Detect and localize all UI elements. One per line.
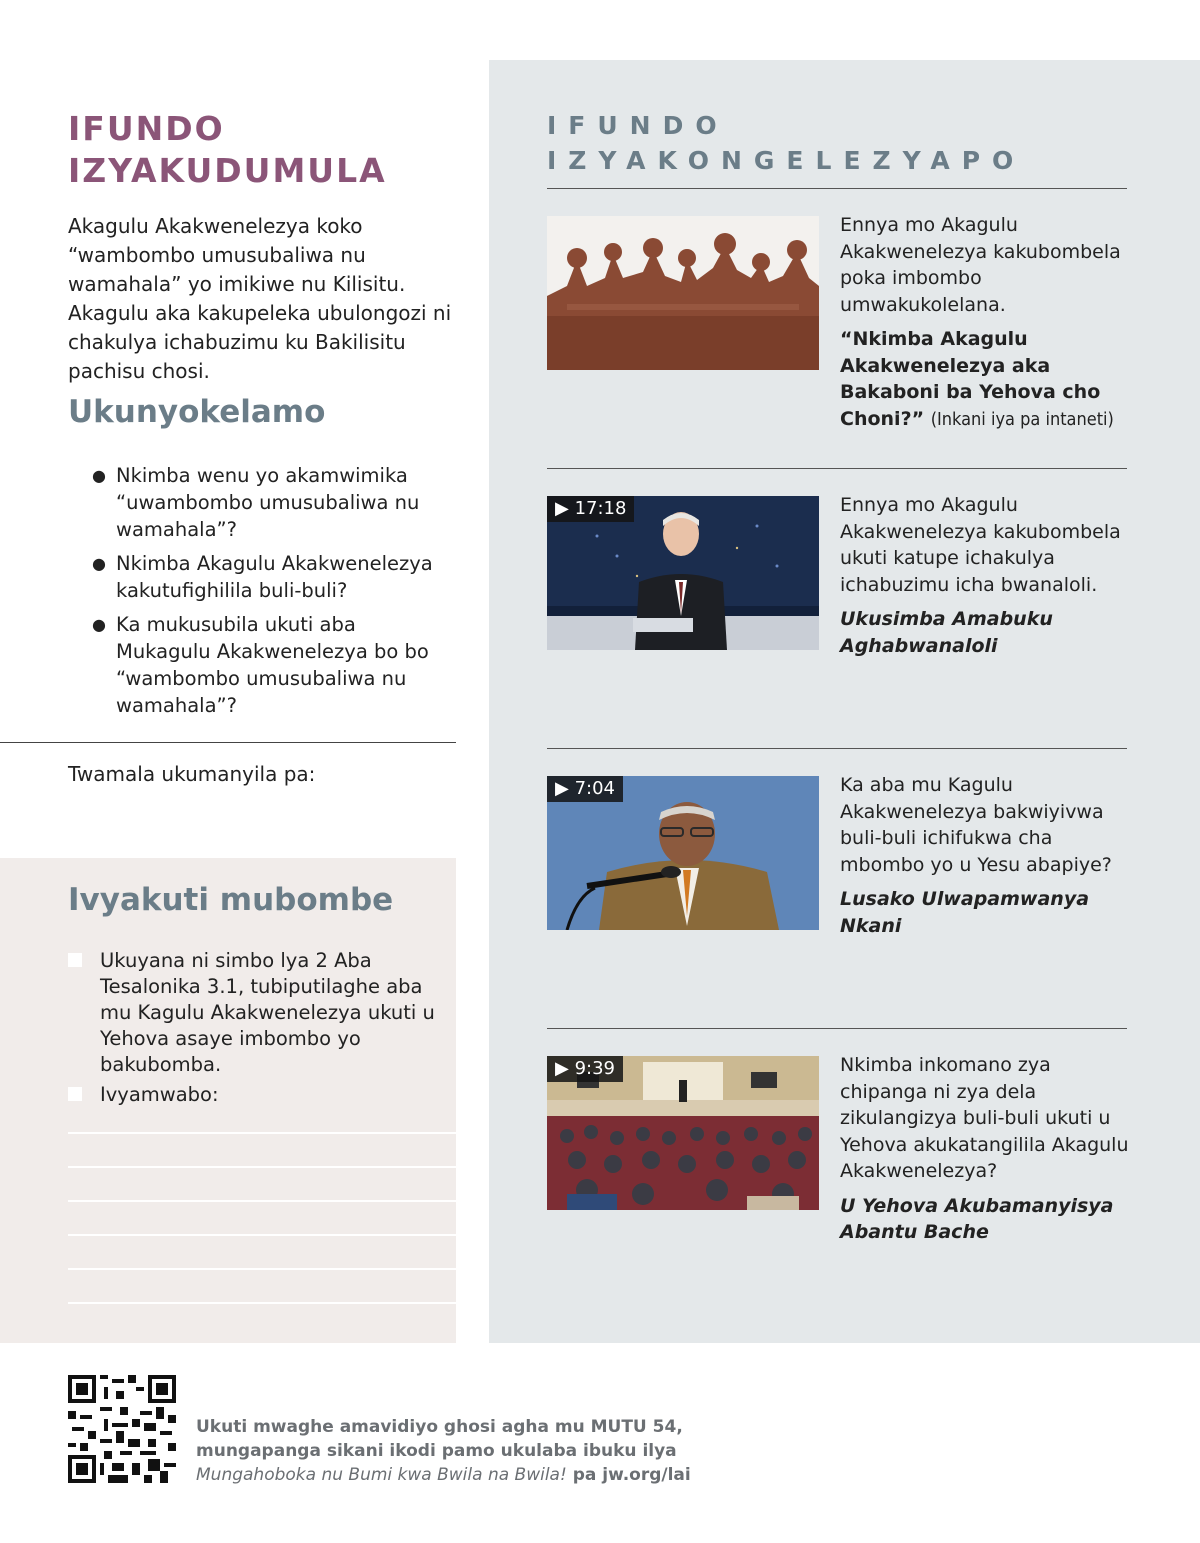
video-description: Ka aba mu Kagulu Akakwenelezya bakwiyivwa buli-buli ichifukwa cha mbombo yo u Yesu abapiye? Lusako Ulwapamwanya Nkani [840,772,1130,939]
video-title[interactable]: Ukusimba Amabuku Aghabwanaloli [840,608,1053,657]
review-heading: Ukunyokelamo [68,394,326,430]
divider [547,748,1127,749]
more-title-line2: IZYAKONGELEZYAPO [547,146,1026,175]
intro-paragraph: Akagulu Akakwenelezya koko “wambombo umusubaliwa nu wamahala” yo imikiwe nu Kilisitu. Akagulu aka kakupeleka ubulongozi ni chakulya ichabuzimu ku Bakilisitu pachisu chosi. [68,214,452,383]
checkbox[interactable] [68,953,82,967]
divider [547,1028,1127,1029]
task-item: Ukuyana ni simbo lya 2 Aba Tesalonika 3.1, tubiputilaghe aba mu Kagulu Akakwenelezya ukuti u Yehova asaye imbombo yo bakubomba. [68,948,438,1078]
site-link[interactable]: pa jw.org/lai [566,1465,691,1485]
video-duration: ▶ 7:04 [547,776,623,802]
write-line[interactable] [68,1132,456,1134]
write-line[interactable] [68,1166,456,1168]
more-title-line1: IFUNDO [547,111,729,140]
silhouette-image [547,216,819,370]
video-duration: ▶ 17:18 [547,496,634,522]
article-link[interactable]: “Nkimba Akagulu Akakwenelezya aka Bakaboni ba Yehova cho Choni?” (Inkani iya pa intaneti) [840,328,1114,430]
video-description: Nkimba inkomano zya chipanga ni zya dela zikulangizya buli-buli ukuti u Yehova akukatangilila Akagulu Akakwenelezya? U Yehova Akubamanyisya Abantu Bache [840,1052,1130,1246]
divider [547,188,1127,189]
video-description: Ennya mo Akagulu Akakwenelezya kakubombela ukuti katupe ichakulya ichabuzimu icha bwanaloli. Ukusimba Amabuku Aghabwanaloli [840,492,1130,659]
footer-note: Ukuti mwaghe amavidiyo ghosi agha mu MUTU 54, mungapanga sikani ikodi pamo ukulaba ibuku ilya Mungahoboka nu Bumi kwa Bwila na Bwila! pa jw.org/lai [196,1417,691,1485]
task-item: Ivyamwabo: [68,1082,438,1108]
video-title[interactable]: Lusako Ulwapamwanya Nkani [840,888,1090,937]
video-description: Ennya mo Akagulu Akakwenelezya kakubombela poka imbombo umwakukolelana. “Nkimba Akagulu Akakwenelezya aka Bakaboni ba Yehova cho Choni?” (Inkani iya pa intaneti) [840,212,1130,433]
bullet-icon: ● [92,554,106,573]
bullet-icon: ● [92,466,106,485]
divider [0,742,456,743]
video-thumbnail[interactable] [547,496,819,650]
thumbnail-governing-body-silhouette[interactable] [547,216,819,370]
divider [547,468,1127,469]
tasks-heading: Ivyakuti mubombe [68,882,394,918]
main-title [68,108,468,192]
bullet-icon: ● [92,615,106,634]
qr-code-icon[interactable] [68,1375,176,1483]
video-thumbnail[interactable] [547,1056,819,1210]
list-item: ● Ka mukusubila ukuti aba Mukagulu Akakwenelezya bo bo “wambombo umusubaliwa nu wamahala”? [92,613,429,717]
video-thumbnail[interactable] [547,776,819,930]
learned-label: Twamala ukumanyila pa: [68,762,316,786]
main-title-line2: IZYAKUDUMULA [68,151,387,190]
checkbox[interactable] [68,1087,82,1101]
review-questions [90,462,450,726]
write-line[interactable] [68,1302,456,1304]
more-title [547,108,1147,178]
write-line[interactable] [68,1200,456,1202]
video-title[interactable]: U Yehova Akubamanyisya Abantu Bache [840,1194,1114,1243]
list-item: ● Nkimba wenu yo akamwimika “uwambombo umusubaliwa nu wamahala”? [92,464,420,541]
write-line[interactable] [68,1234,456,1236]
write-line[interactable] [68,1268,456,1270]
list-item: ● Nkimba Akagulu Akakwenelezya kakutufighilila buli-buli? [92,552,433,602]
main-title-line1: IFUNDO [68,109,225,148]
book-title: Mungahoboka nu Bumi kwa Bwila na Bwila! [196,1465,567,1485]
video-duration: ▶ 9:39 [547,1056,623,1082]
